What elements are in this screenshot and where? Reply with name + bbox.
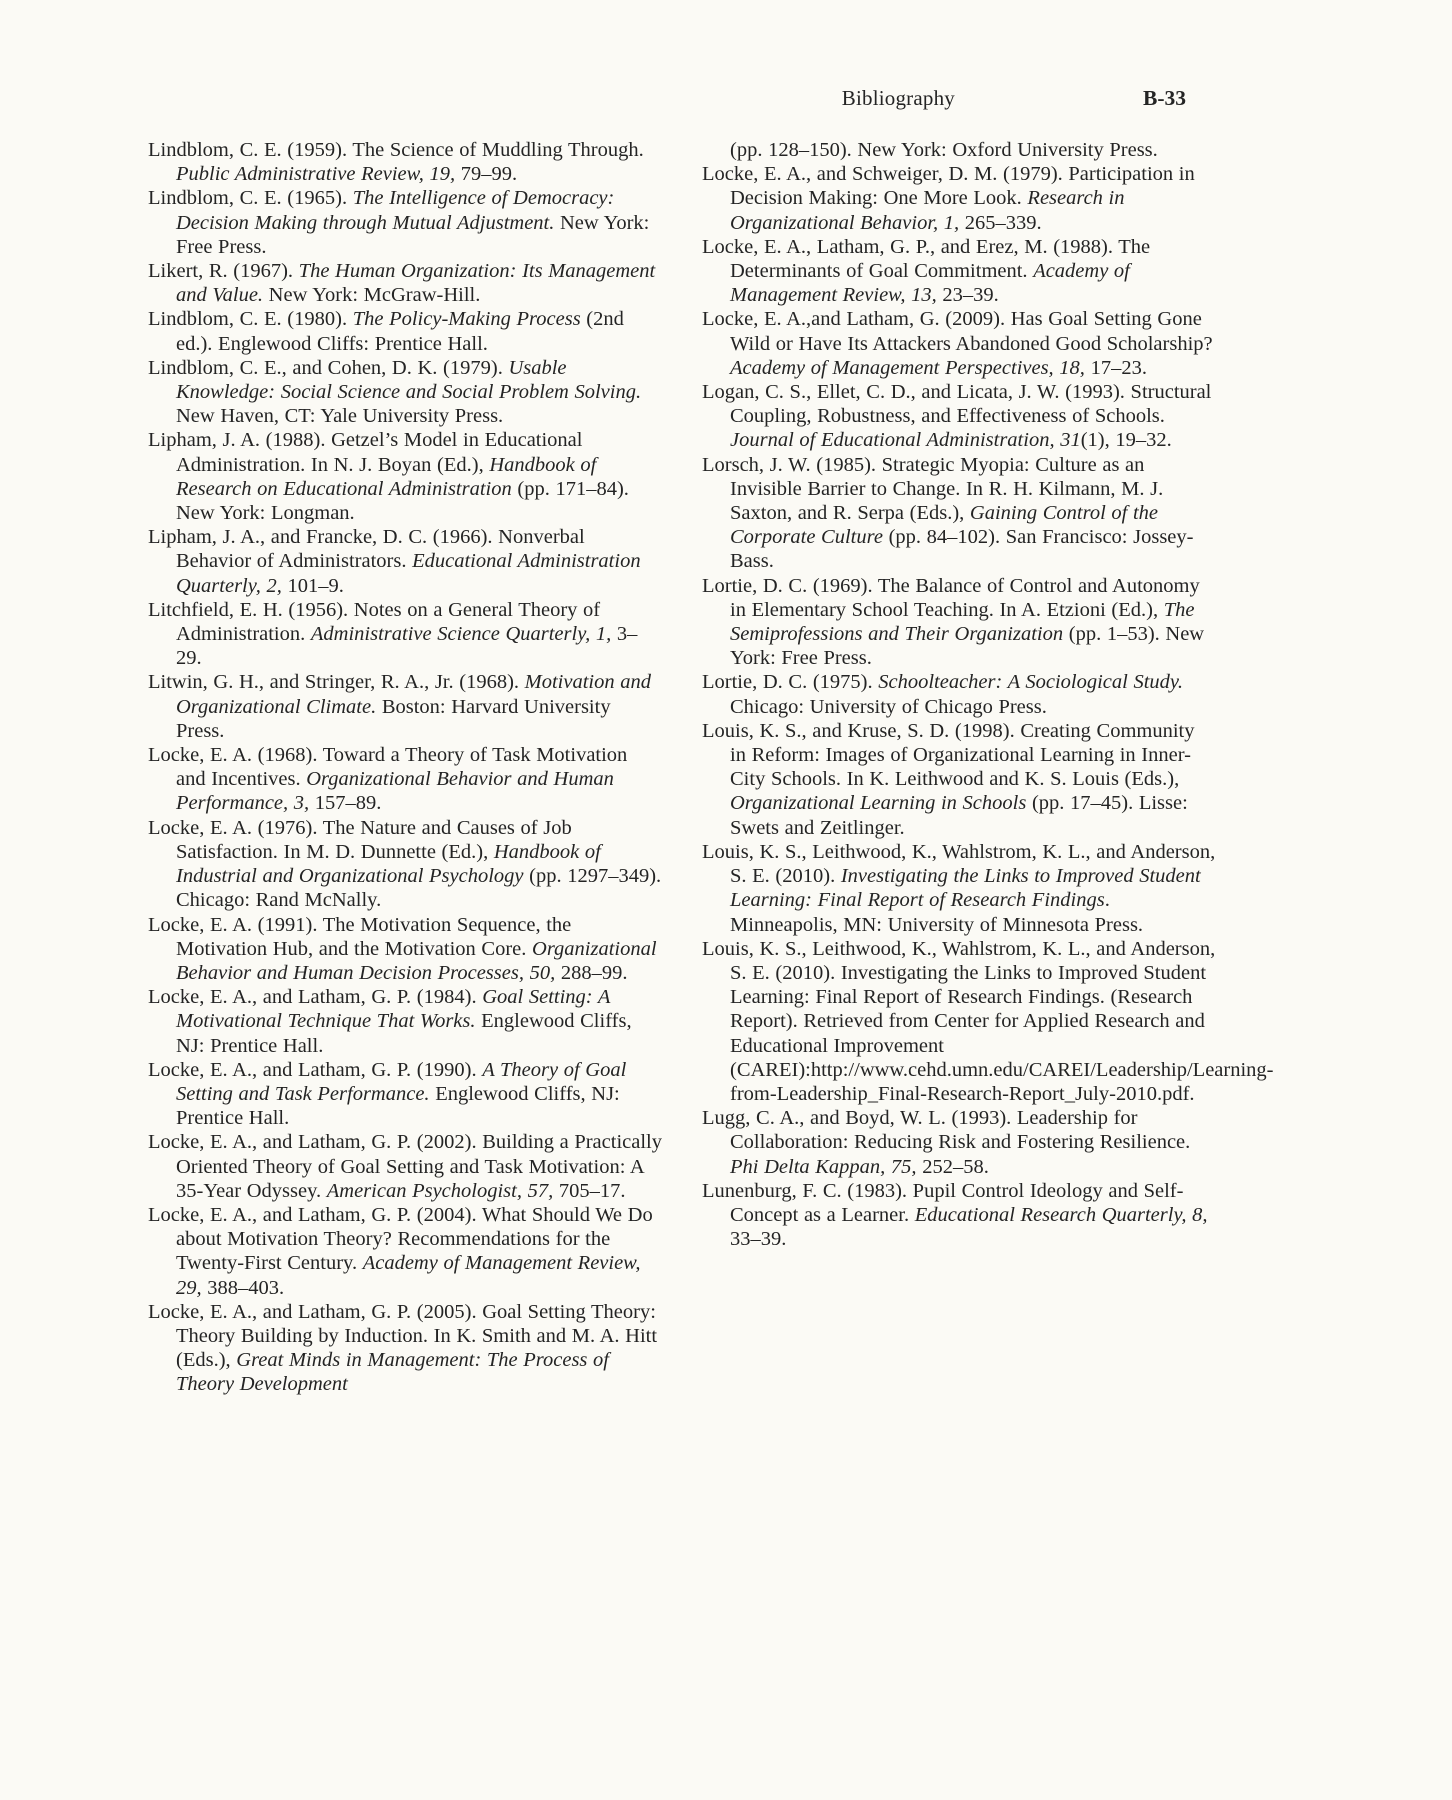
reference-text: Locke, E. A., Latham, G. P., and Erez, M. (1988). The Determinants of Goal Commitment.: [702, 235, 1151, 283]
reference-title-italic: Administrative Science Quarterly, 1,: [310, 623, 612, 646]
reference-text: Chicago: University of Chicago Press.: [730, 695, 1047, 718]
reference-entry: [148, 1203, 662, 1300]
reference-title-italic: Public Administrative Review, 19,: [176, 163, 456, 186]
reference-text: Locke, E. A. (1968). Toward a Theory of Task Motivation and Incentives.: [148, 744, 628, 791]
reference-entry: [702, 138, 1216, 162]
reference-text: Lipham, J. A. (1988). Getzel’s Model in Educational Administration. In N. J. Boyan (Ed.),: [148, 429, 583, 476]
left-column: [148, 138, 662, 1397]
reference-columns: [148, 138, 1274, 1397]
reference-text: (2nd ed.). Englewood Cliffs: Prentice Hall.: [176, 308, 624, 355]
reference-text: Louis, K. S., and Kruse, S. D. (1998). Creating Community in Reform: Images of Organizational Learning in Inner-City Schools. In K. Leithwood and K. S. Louis (Eds.),: [702, 719, 1195, 791]
reference-entry: [148, 598, 662, 671]
reference-title-italic: Academy of Management Review, 29,: [176, 1252, 641, 1299]
reference-title-italic: Academy of Management Perspectives, 18,: [730, 356, 1085, 379]
reference-text: Louis, K. S., Leithwood, K., Wahlstrom, K. L., and Anderson, S. E. (2010). Investigating the Links to Improved Student Learning: Final Report of Research Findings. (Research Report). Retrieved from Center for Applied Research and Educational Improvement (CAREI):http://www.cehd.umn.edu/CAREI/Leadership/Learning-from-Leadership_Final-Research-Report_July-2010.pdf.: [702, 937, 1274, 1105]
reference-text: 388–403.: [201, 1276, 285, 1299]
reference-text: Locke, E. A., and Latham, G. P. (2002). Building a Practically Oriented Theory of Goal Setting and Task Motivation: A 35-Year Odyssey.: [148, 1131, 662, 1202]
reference-title-italic: Educational Research Quarterly, 8,: [914, 1203, 1208, 1226]
reference-entry: [148, 307, 662, 355]
reference-entry: [148, 428, 662, 525]
reference-text: Locke, E. A., and Latham, G. P. (1990).: [148, 1058, 483, 1081]
reference-title-italic: The Semiprofessions and Their Organization: [730, 598, 1195, 646]
reference-title-italic: Organizational Behavior and Human Performance, 3,: [176, 768, 614, 815]
reference-text: 288–99.: [555, 961, 628, 984]
reference-entry: [702, 162, 1216, 235]
reference-entry: [702, 719, 1216, 840]
reference-entry: [148, 525, 662, 598]
reference-title-italic: Investigating the Links to Improved Student Learning: Final Report of Research Findings: [730, 865, 1201, 912]
page-number: B-33: [1143, 86, 1186, 110]
reference-title-italic: Handbook of Research on Educational Administration: [176, 453, 597, 500]
reference-text: Lunenburg, F. C. (1983). Pupil Control Ideology and Self-Concept as a Learner.: [702, 1179, 1184, 1226]
reference-text: 252–58.: [916, 1155, 989, 1178]
reference-text: (pp. 171–84). New York: Longman.: [176, 477, 629, 525]
reference-entry: [148, 186, 662, 259]
reference-text: 265–339.: [959, 211, 1042, 234]
reference-text: (pp. 84–102). San Francisco: Jossey-Bass.: [730, 526, 1194, 573]
reference-title-italic: Journal of Educational Administration, 31: [730, 429, 1081, 452]
reference-entry: [148, 259, 662, 307]
reference-title-italic: Research in Organizational Behavior, 1,: [730, 187, 1125, 234]
reference-entry: [148, 670, 662, 743]
reference-text: Lindblom, C. E., and Cohen, D. K. (1979).: [148, 356, 509, 379]
reference-entry: [702, 1106, 1216, 1179]
reference-text: New Haven, CT: Yale University Press.: [176, 405, 504, 428]
reference-text: New York: McGraw-Hill.: [263, 284, 481, 307]
reference-text: 17–23.: [1084, 356, 1147, 379]
reference-text: Englewood Cliffs, NJ: Prentice Hall.: [176, 1082, 620, 1130]
reference-title-italic: Motivation and Organizational Climate.: [176, 671, 651, 718]
reference-title-italic: Educational Administration Quarterly, 2,: [176, 550, 641, 597]
reference-text: 23–39.: [936, 284, 999, 307]
reference-title-italic: Phi Delta Kappan, 75,: [730, 1155, 917, 1178]
reference-text: Locke, E. A. (1976). The Nature and Causes of Job Satisfaction. In M. D. Dunnette (Ed.),: [148, 816, 572, 863]
reference-text: Lipham, J. A., and Francke, D. C. (1966). Nonverbal Behavior of Administrators.: [148, 526, 585, 573]
reference-text: Lindblom, C. E. (1980).: [148, 308, 353, 331]
reference-text: New York: Free Press.: [176, 211, 650, 258]
reference-entry: [702, 937, 1274, 1106]
reference-entry: [702, 307, 1216, 380]
reference-entry: [148, 1300, 662, 1397]
reference-title-italic: Organizational Behavior and Human Decision Processes, 50,: [176, 937, 657, 984]
reference-entry: [148, 1130, 662, 1203]
reference-text: Locke, E. A., and Latham, G. P. (2005). Goal Setting Theory: Theory Building by Induction. In K. Smith and M. A. Hitt (Eds.),: [148, 1300, 658, 1372]
reference-text: Lortie, D. C. (1975).: [702, 671, 879, 694]
reference-title-italic: Great Minds in Management: The Process of Theory Development: [176, 1349, 609, 1396]
reference-entry: [148, 356, 662, 429]
reference-entry: [148, 985, 662, 1058]
reference-text: (pp. 128–150). New York: Oxford University Press.: [730, 139, 1158, 161]
reference-title-italic: American Psychologist, 57,: [326, 1179, 554, 1202]
reference-title-italic: The Human Organization: Its Management and Value.: [176, 260, 656, 307]
reference-text: 33–39.: [730, 1228, 787, 1251]
reference-text: Locke, E. A., and Schweiger, D. M. (1979). Participation in Decision Making: One More Look.: [702, 163, 1195, 210]
reference-text: Likert, R. (1967).: [148, 260, 299, 283]
reference-text: Locke, E. A. (1991). The Motivation Sequence, the Motivation Hub, and the Motivation Core.: [148, 913, 572, 960]
reference-text: Locke, E. A.,and Latham, G. (2009). Has Goal Setting Gone Wild or Have Its Attackers Abandoned Good Scholarship?: [702, 308, 1213, 355]
reference-title-italic: The Policy-Making Process: [352, 308, 581, 331]
reference-text: Litchfield, E. H. (1956). Notes on a General Theory of Administration.: [148, 598, 601, 646]
reference-text: Lorsch, J. W. (1985). Strategic Myopia: Culture as an Invisible Barrier to Change. In R. H. Kilmann, M. J. Saxton, and R. Serpa (Eds.),: [702, 453, 1164, 525]
reference-text: Lugg, C. A., and Boyd, W. L. (1993). Leadership for Collaboration: Reducing Risk and Fostering Resilience.: [702, 1107, 1191, 1154]
reference-text: Boston: Harvard University Press.: [176, 695, 611, 742]
reference-entry: [148, 1058, 662, 1131]
reference-entry: [148, 816, 662, 913]
running-head: Bibliography: [841, 86, 955, 110]
reference-title-italic: Goal Setting: A Motivational Technique That Works.: [176, 986, 611, 1033]
reference-entry: [702, 840, 1216, 937]
reference-title-italic: Schoolteacher: A Sociological Study.: [878, 671, 1184, 694]
reference-text: 705–17.: [553, 1179, 626, 1202]
reference-entry: [702, 380, 1216, 453]
reference-title-italic: The Intelligence of Democracy: Decision Making through Mutual Adjustment.: [176, 187, 615, 234]
reference-text: Englewood Cliffs, NJ: Prentice Hall.: [176, 1010, 632, 1057]
reference-title-italic: Gaining Control of the Corporate Culture: [730, 502, 1159, 549]
reference-entry: [148, 743, 662, 816]
reference-text: (1), 19–32.: [1080, 429, 1172, 452]
reference-title-italic: Handbook of Industrial and Organizational Psychology: [176, 840, 601, 888]
right-column: [702, 138, 1274, 1397]
reference-entry: [702, 574, 1216, 671]
reference-text: 101–9.: [281, 574, 344, 597]
reference-text: Locke, E. A., and Latham, G. P. (2004). What Should We Do about Motivation Theory? Recommendations for the Twenty-First Century.: [148, 1203, 653, 1275]
reference-text: . Minneapolis, MN: University of Minnesota Press.: [730, 889, 1144, 936]
reference-text: 3–29.: [176, 623, 638, 670]
reference-text: (pp. 17–45). Lisse: Swets and Zeitlinger.: [730, 792, 1188, 839]
reference-text: Lindblom, C. E. (1959). The Science of Muddling Through.: [148, 139, 644, 161]
reference-entry: [148, 913, 662, 986]
reference-text: (pp. 1297–349). Chicago: Rand McNally.: [176, 865, 662, 912]
reference-text: Lortie, D. C. (1969). The Balance of Control and Autonomy in Elementary School Teaching. In A. Etzioni (Ed.),: [702, 574, 1200, 621]
reference-text: Locke, E. A., and Latham, G. P. (1984).: [148, 986, 483, 1009]
reference-text: 79–99.: [455, 163, 518, 186]
reference-text: Louis, K. S., Leithwood, K., Wahlstrom, K. L., and Anderson, S. E. (2010).: [702, 840, 1216, 888]
reference-text: Logan, C. S., Ellet, C. D., and Licata, J. W. (1993). Structural Coupling, Robustness, and Effectiveness of Schools.: [702, 381, 1212, 428]
reference-entry: [702, 235, 1216, 308]
reference-text: 157–89.: [309, 792, 382, 815]
reference-entry: [702, 1179, 1216, 1252]
reference-title-italic: Usable Knowledge: Social Science and Social Problem Solving.: [176, 356, 642, 404]
reference-title-italic: Organizational Learning in Schools: [730, 792, 1027, 815]
reference-entry: [702, 453, 1216, 574]
reference-text: Lindblom, C. E. (1965).: [148, 187, 353, 210]
reference-title-italic: A Theory of Goal Setting and Task Performance.: [176, 1058, 627, 1105]
reference-text: Litwin, G. H., and Stringer, R. A., Jr. (1968).: [148, 671, 525, 694]
reference-title-italic: Academy of Management Review, 13,: [730, 260, 1130, 307]
reference-entry: [702, 670, 1216, 718]
reference-entry: [148, 138, 662, 186]
reference-text: (pp. 1–53). New York: Free Press.: [730, 623, 1205, 670]
page-header: [148, 86, 1216, 110]
